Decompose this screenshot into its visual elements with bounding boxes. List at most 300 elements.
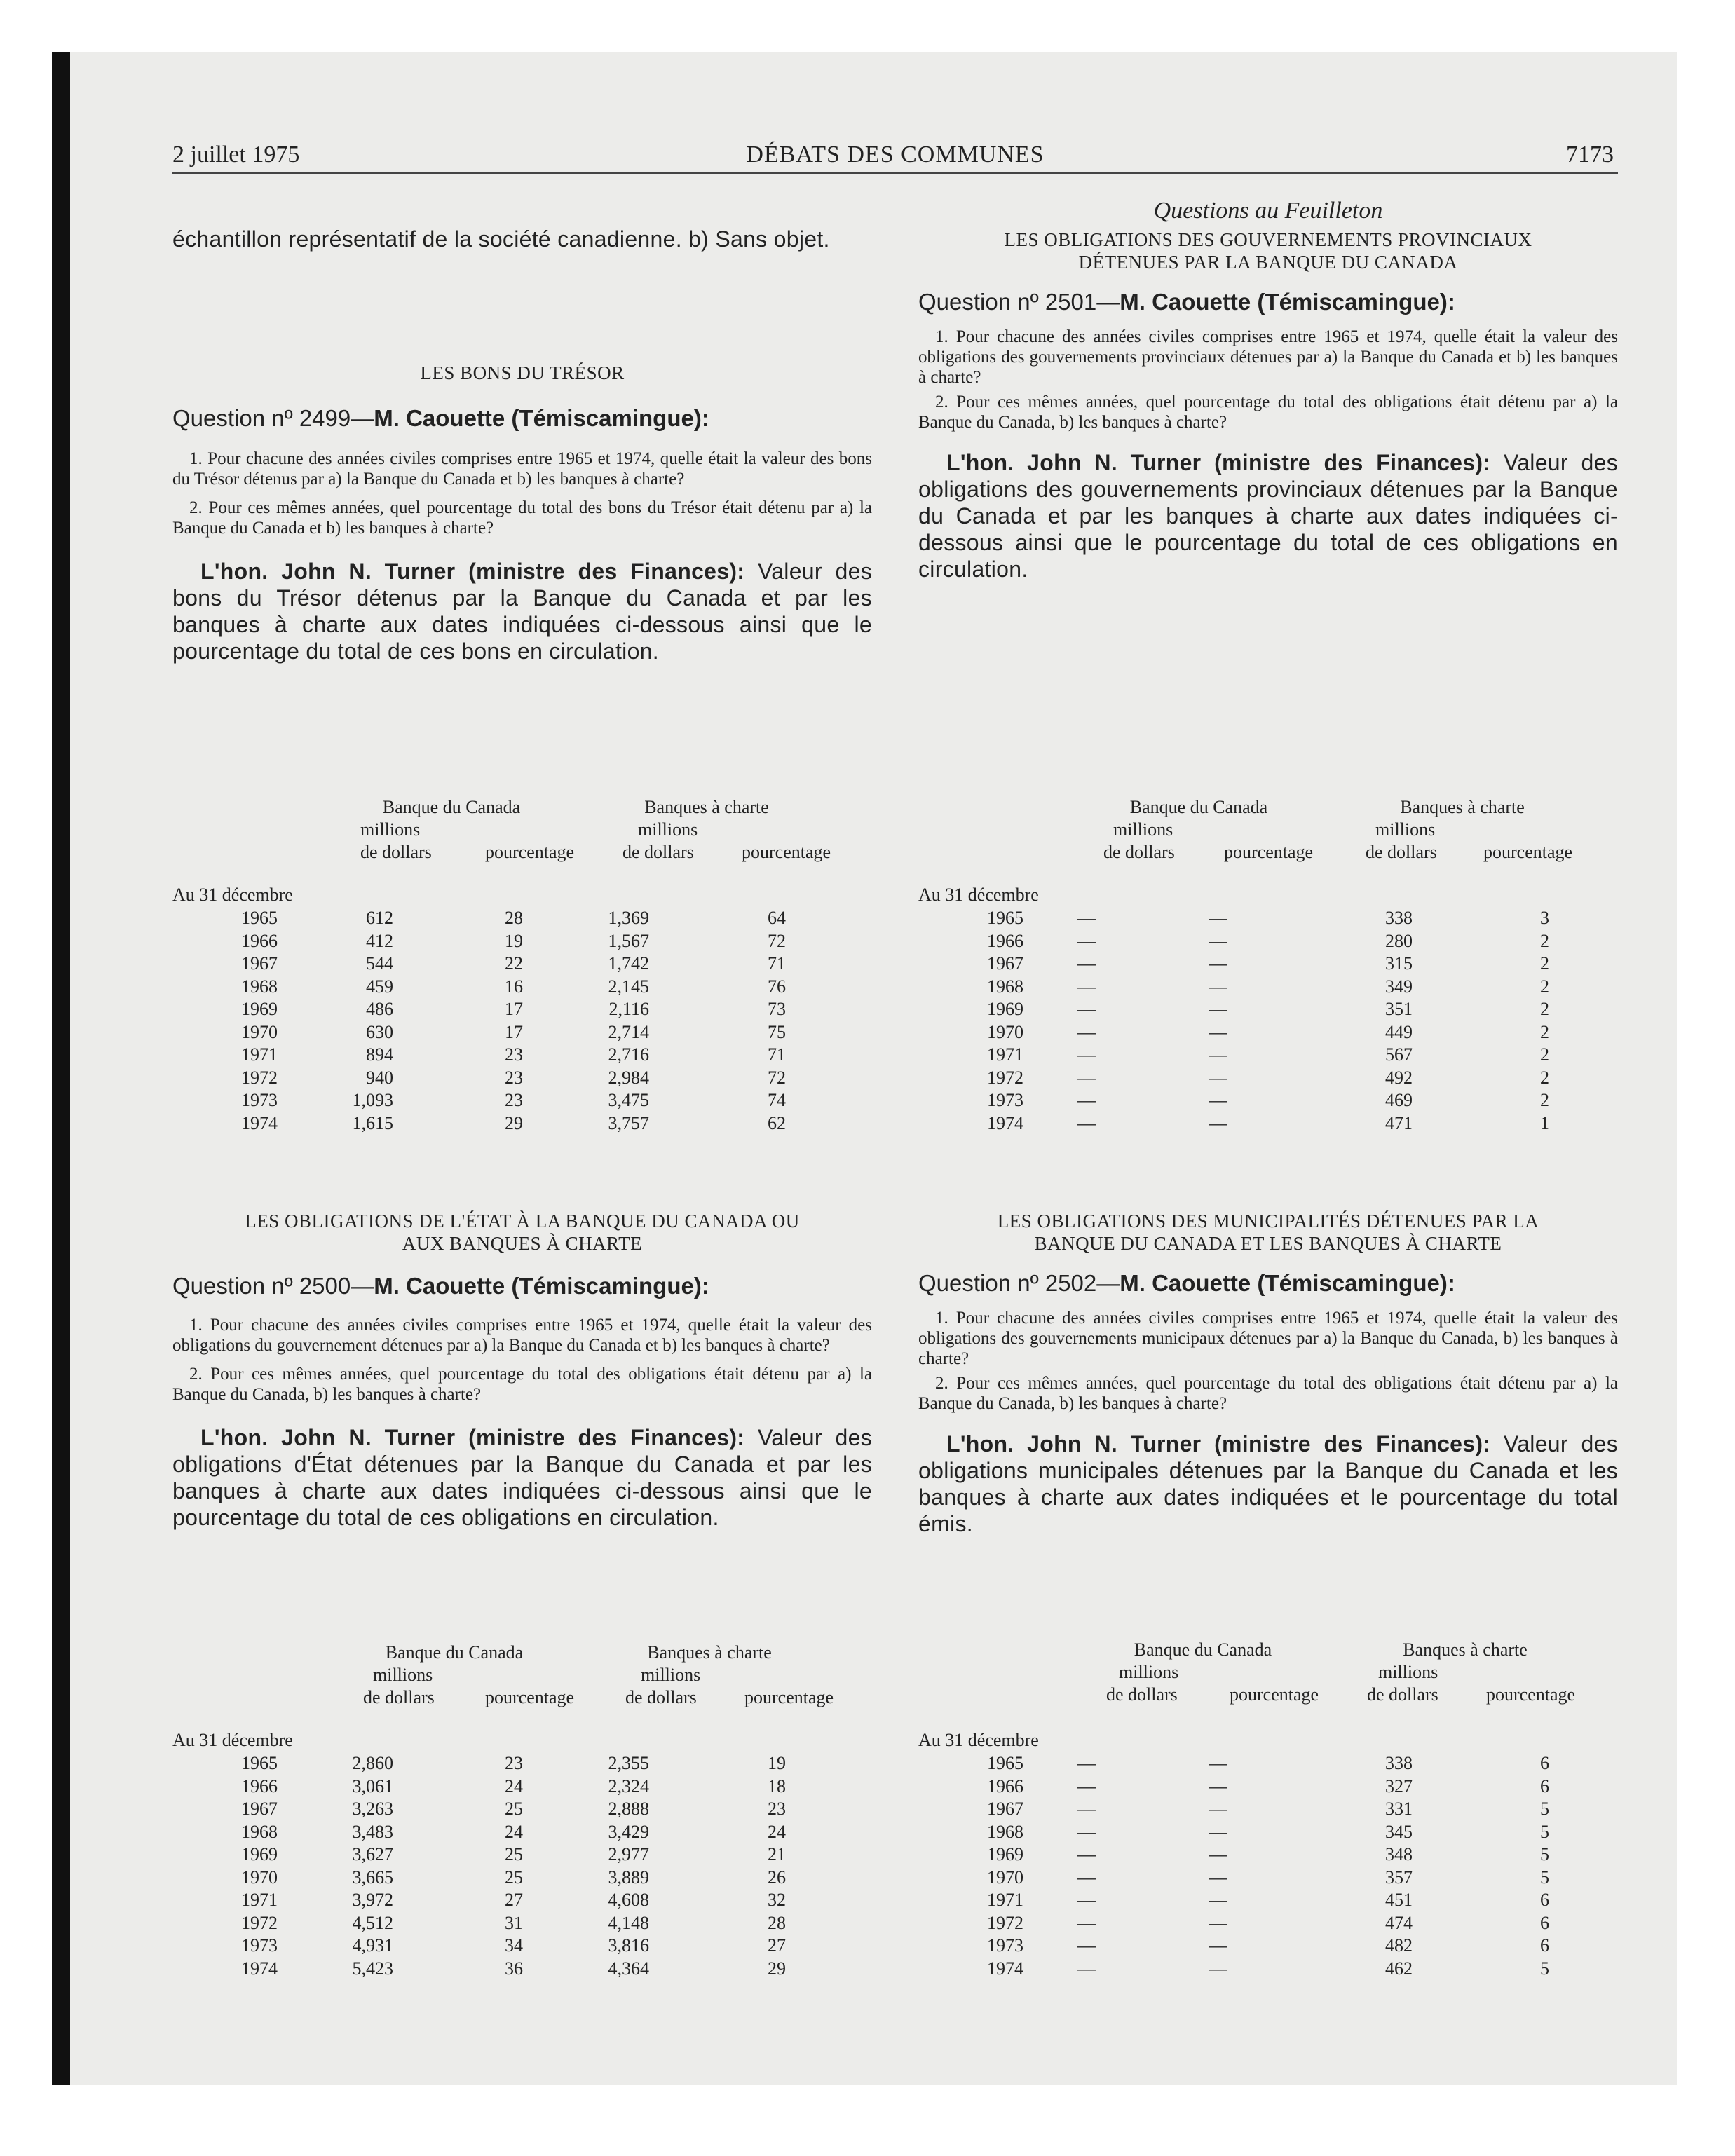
table-row <box>918 1958 1549 1981</box>
bank-canada-value-cell: — <box>1077 1775 1096 1796</box>
bank-canada-value-cell: 3,263 <box>352 1799 393 1820</box>
as-of-label: Au 31 décembre <box>172 885 293 905</box>
table-row <box>172 1912 786 1935</box>
table-row <box>918 998 1549 1021</box>
chartered-percent-cell: 2 <box>1540 999 1549 1020</box>
year-cell: 1973 <box>987 1090 1023 1111</box>
bank-canada-percent-cell: — <box>1209 908 1227 929</box>
col-group-bank-canada: Banque du Canada <box>1129 797 1268 817</box>
table-row <box>172 1775 786 1799</box>
table-row <box>918 1843 1549 1867</box>
answer-text: Valeur des obligations municipales détenues par la Banque du Canada et les banques à charte aux dates indiquées et le pourcentage du total émis. <box>918 1431 1618 1536</box>
table-row <box>172 907 786 930</box>
section-municipal-bonds <box>918 1210 1618 1537</box>
answer-paragraph <box>172 1424 872 1531</box>
col-sub-millions: millions <box>1375 819 1436 840</box>
chartered-percent-cell: 24 <box>768 1821 786 1842</box>
year-cell: 1968 <box>241 976 278 997</box>
bank-canada-value-cell: — <box>1077 1067 1096 1088</box>
data-table <box>918 907 1549 1135</box>
col-sub-millions: millions <box>638 819 698 840</box>
question-item-1: 1. Pour chacune des années civiles comprises entre 1965 et 1974, quelle était la valeur des obligations des gouvernements provinciaux détenues par a) la Banque du Canada et b) les banques à charte? <box>918 327 1618 387</box>
table-row <box>918 1044 1549 1067</box>
bank-canada-percent-cell: 25 <box>505 1844 523 1865</box>
bank-canada-value-cell: — <box>1077 1958 1096 1979</box>
intro-paragraph: échantillon représentatif de la société canadienne. b) Sans objet. <box>172 226 830 252</box>
bank-canada-percent-cell: 23 <box>505 1067 523 1088</box>
table-row <box>918 1112 1549 1135</box>
section-heading-line-2: AUX BANQUES À CHARTE <box>402 1233 643 1254</box>
question-item-2: 2. Pour ces mêmes années, quel pourcentage du total des obligations était détenu par a) la Banque du Canada, b) les banques à charte? <box>172 1365 872 1404</box>
chartered-percent-cell: 6 <box>1540 1935 1549 1956</box>
col-sub-dollars: de dollars <box>1367 1684 1438 1705</box>
year-cell: 1967 <box>987 1799 1023 1820</box>
chartered-value-cell: 3,475 <box>608 1090 649 1111</box>
table-provincial-bonds <box>918 796 1619 1161</box>
question-line <box>918 1270 1618 1297</box>
bank-canada-value-cell: — <box>1077 1912 1096 1933</box>
chartered-value-cell: 327 <box>1385 1775 1413 1796</box>
bank-canada-value-cell: 630 <box>366 1021 393 1042</box>
col-sub-dollars: de dollars <box>1106 1684 1178 1705</box>
bank-canada-percent-cell: 22 <box>505 953 523 974</box>
chartered-value-cell: 357 <box>1385 1867 1413 1888</box>
bank-canada-value-cell: 1,615 <box>352 1112 393 1133</box>
table-row <box>172 976 786 999</box>
bank-canada-percent-cell: — <box>1209 1912 1227 1933</box>
answer-paragraph <box>918 449 1618 582</box>
bank-canada-percent-cell: 23 <box>505 1044 523 1065</box>
as-of-label: Au 31 décembre <box>172 1730 293 1750</box>
section-heading: LES BONS DU TRÉSOR <box>420 362 625 383</box>
chartered-value-cell: 3,429 <box>608 1821 649 1842</box>
col-group-chartered: Banques à charte <box>1403 1639 1528 1660</box>
year-cell: 1972 <box>987 1912 1023 1933</box>
as-of-label: Au 31 décembre <box>918 1730 1039 1750</box>
table-row <box>918 1912 1549 1935</box>
bank-canada-percent-cell: — <box>1209 1112 1227 1133</box>
col-sub-dollars: de dollars <box>360 842 432 862</box>
chartered-percent-cell: 6 <box>1540 1753 1549 1774</box>
year-cell: 1972 <box>987 1067 1023 1088</box>
year-cell: 1973 <box>241 1935 278 1956</box>
chartered-percent-cell: 72 <box>768 930 786 951</box>
chartered-value-cell: 338 <box>1385 1753 1413 1774</box>
bank-canada-value-cell: 4,512 <box>352 1912 393 1933</box>
chartered-value-cell: 2,984 <box>608 1067 649 1088</box>
bank-canada-percent-cell: 29 <box>505 1112 523 1133</box>
chartered-percent-cell: 23 <box>768 1799 786 1820</box>
bank-canada-percent-cell: 23 <box>505 1090 523 1111</box>
bank-canada-percent-cell: — <box>1209 1067 1227 1088</box>
chartered-value-cell: 1,567 <box>608 930 649 951</box>
bank-canada-value-cell: 4,931 <box>352 1935 393 1956</box>
chartered-percent-cell: 2 <box>1540 976 1549 997</box>
chartered-value-cell: 474 <box>1385 1912 1413 1933</box>
chartered-percent-cell: 1 <box>1540 1112 1549 1133</box>
year-cell: 1974 <box>241 1958 278 1979</box>
chartered-value-cell: 469 <box>1385 1090 1413 1111</box>
bank-canada-value-cell: 2,860 <box>352 1753 393 1774</box>
year-cell: 1971 <box>241 1890 278 1911</box>
col-group-chartered: Banques à charte <box>644 797 769 817</box>
col-sub-millions: millions <box>1378 1662 1438 1682</box>
chartered-value-cell: 2,716 <box>608 1044 649 1065</box>
year-cell: 1969 <box>241 1844 278 1865</box>
chartered-value-cell: 349 <box>1385 976 1413 997</box>
chartered-percent-cell: 27 <box>768 1935 786 1956</box>
chartered-value-cell: 4,148 <box>608 1912 649 1933</box>
chartered-value-cell: 462 <box>1385 1958 1413 1979</box>
section-heading-line-1: LES OBLIGATIONS DES GOUVERNEMENTS PROVINCIAUX <box>1004 229 1532 250</box>
year-cell: 1968 <box>987 976 1023 997</box>
chartered-percent-cell: 5 <box>1540 1821 1549 1842</box>
question-number: Question nº 2500— <box>172 1273 374 1299</box>
chartered-percent-cell: 19 <box>768 1753 786 1774</box>
table-municipal-bonds <box>918 1639 1619 2003</box>
question-number: Question nº 2499— <box>172 405 374 431</box>
question-author: M. Caouette (Témiscamingue): <box>1120 289 1455 315</box>
bank-canada-percent-cell: — <box>1209 953 1227 974</box>
chartered-value-cell: 3,889 <box>608 1867 649 1888</box>
bank-canada-value-cell: — <box>1077 930 1096 951</box>
chartered-value-cell: 2,977 <box>608 1844 649 1865</box>
bank-canada-value-cell: — <box>1077 1090 1096 1111</box>
chartered-percent-cell: 6 <box>1540 1890 1549 1911</box>
section-heading-line-2: DÉTENUES PAR LA BANQUE DU CANADA <box>1078 252 1458 273</box>
bank-canada-percent-cell: 25 <box>505 1867 523 1888</box>
bank-canada-percent-cell: — <box>1209 999 1227 1020</box>
col-group-chartered: Banques à charte <box>647 1642 772 1663</box>
chartered-value-cell: 4,364 <box>608 1958 649 1979</box>
answer-text: Valeur des obligations des gouvernements provinciaux détenues par la Banque du Canada et par les banques à charte aux dates indiquées ci-dessous ainsi que le pourcentage du total de ces obligations en circulation. <box>918 450 1618 582</box>
table-row <box>918 907 1549 930</box>
bank-canada-percent-cell: 17 <box>505 1021 523 1042</box>
col-sub-percent: pourcentage <box>485 842 575 862</box>
year-cell: 1971 <box>987 1044 1023 1065</box>
chartered-value-cell: 471 <box>1385 1112 1413 1133</box>
col-group-bank-canada: Banque du Canada <box>1134 1639 1272 1660</box>
chartered-value-cell: 4,608 <box>608 1890 649 1911</box>
bank-canada-value-cell: — <box>1077 1935 1096 1956</box>
year-cell: 1970 <box>987 1867 1023 1888</box>
bank-canada-value-cell: — <box>1077 908 1096 929</box>
chartered-value-cell: 2,116 <box>608 999 649 1020</box>
table-row <box>172 1798 786 1821</box>
chartered-value-cell: 492 <box>1385 1067 1413 1088</box>
bank-canada-percent-cell: 27 <box>505 1890 523 1911</box>
bank-canada-value-cell: 3,483 <box>352 1821 393 1842</box>
chartered-percent-cell: 32 <box>768 1890 786 1911</box>
chartered-percent-cell: 72 <box>768 1067 786 1088</box>
table-row <box>172 1935 786 1958</box>
question-item-1: 1. Pour chacune des années civiles comprises entre 1965 et 1974, quelle était la valeur des obligations des gouvernements municipaux détenues par a) la Banque du Canada, b) les banques à charte? <box>918 1309 1618 1368</box>
col-sub-dollars: de dollars <box>625 1687 697 1707</box>
year-cell: 1969 <box>987 999 1023 1020</box>
table-row <box>172 1112 786 1135</box>
chartered-value-cell: 315 <box>1385 953 1413 974</box>
chartered-percent-cell: 74 <box>768 1090 786 1111</box>
data-table <box>172 907 786 1135</box>
bank-canada-value-cell: 612 <box>366 908 393 929</box>
table-row <box>172 953 786 976</box>
bank-canada-value-cell: — <box>1077 999 1096 1020</box>
year-cell: 1965 <box>987 1753 1023 1774</box>
page-header <box>172 139 1618 174</box>
col-sub-millions: millions <box>1119 1662 1179 1682</box>
bank-canada-percent-cell: — <box>1209 1958 1227 1979</box>
bank-canada-percent-cell: — <box>1209 1867 1227 1888</box>
chartered-value-cell: 451 <box>1385 1890 1413 1911</box>
bank-canada-value-cell: 459 <box>366 976 393 997</box>
bank-canada-value-cell: — <box>1077 1044 1096 1065</box>
bank-canada-value-cell: 3,627 <box>352 1844 393 1865</box>
table-row <box>918 1935 1549 1958</box>
question-line <box>172 1273 872 1299</box>
chartered-percent-cell: 2 <box>1540 1090 1549 1111</box>
bank-canada-value-cell: — <box>1077 1753 1096 1774</box>
chartered-percent-cell: 3 <box>1540 908 1549 929</box>
bank-canada-percent-cell: 23 <box>505 1753 523 1774</box>
table-row <box>918 930 1549 953</box>
year-cell: 1968 <box>987 1821 1023 1842</box>
bank-canada-value-cell: 3,665 <box>352 1867 393 1888</box>
question-item-2: 2. Pour ces mêmes années, quel pourcentage du total des bons du Trésor était détenu par a) la Banque du Canada et b) les banques à charte? <box>172 498 872 538</box>
chartered-value-cell: 338 <box>1385 908 1413 929</box>
table-treasury-bills <box>172 796 873 1161</box>
col-sub-dollars: de dollars <box>622 842 694 862</box>
table-row <box>172 1821 786 1844</box>
bank-canada-percent-cell: — <box>1209 1090 1227 1111</box>
bank-canada-value-cell: 1,093 <box>352 1090 393 1111</box>
year-cell: 1974 <box>987 1112 1023 1133</box>
year-cell: 1969 <box>987 1844 1023 1865</box>
chartered-value-cell: 331 <box>1385 1799 1413 1820</box>
chartered-percent-cell: 71 <box>768 953 786 974</box>
bank-canada-percent-cell: — <box>1209 1821 1227 1842</box>
running-heading: Questions au Feuilleton <box>1153 198 1383 224</box>
table-row <box>172 1067 786 1090</box>
bank-canada-value-cell: — <box>1077 953 1096 974</box>
question-line <box>172 405 872 432</box>
answer-text: Valeur des obligations d'État détenues par la Banque du Canada et par les banques à charte aux dates indiquées ci-dessous ainsi que le pourcentage du total de ces obligations en circulation. <box>172 1425 872 1530</box>
col-sub-percent: pourcentage <box>1483 842 1573 862</box>
table-row <box>918 1752 1549 1775</box>
year-cell: 1967 <box>241 953 278 974</box>
table-row <box>172 1021 786 1044</box>
col-sub-dollars: de dollars <box>1103 842 1175 862</box>
chartered-percent-cell: 2 <box>1540 930 1549 951</box>
bank-canada-percent-cell: — <box>1209 1021 1227 1042</box>
bank-canada-value-cell: 486 <box>366 999 393 1020</box>
year-cell: 1969 <box>241 999 278 1020</box>
bank-canada-percent-cell: — <box>1209 1890 1227 1911</box>
chartered-value-cell: 1,369 <box>608 908 649 929</box>
chartered-percent-cell: 6 <box>1540 1912 1549 1933</box>
header-page-number: 7173 <box>1566 142 1614 168</box>
chartered-value-cell: 2,324 <box>608 1775 649 1796</box>
bank-canada-percent-cell: 19 <box>505 930 523 951</box>
bank-canada-value-cell: 3,061 <box>352 1775 393 1796</box>
chartered-value-cell: 348 <box>1385 1844 1413 1865</box>
scan-binding-edge <box>52 52 70 2085</box>
speaker-name: L'hon. John N. Turner (ministre des Finances): <box>200 1425 745 1450</box>
chartered-percent-cell: 76 <box>768 976 786 997</box>
chartered-value-cell: 280 <box>1385 930 1413 951</box>
chartered-percent-cell: 5 <box>1540 1958 1549 1979</box>
year-cell: 1971 <box>241 1044 278 1065</box>
bank-canada-percent-cell: 16 <box>505 976 523 997</box>
chartered-value-cell: 351 <box>1385 999 1413 1020</box>
bank-canada-value-cell: — <box>1077 1799 1096 1820</box>
year-cell: 1971 <box>987 1890 1023 1911</box>
chartered-percent-cell: 21 <box>768 1844 786 1865</box>
chartered-value-cell: 2,714 <box>608 1021 649 1042</box>
year-cell: 1974 <box>241 1112 278 1133</box>
question-author: M. Caouette (Témiscamingue): <box>374 1273 709 1299</box>
table-row <box>918 1067 1549 1090</box>
table-row <box>172 1889 786 1912</box>
table-row <box>918 1775 1549 1799</box>
bank-canada-percent-cell: — <box>1209 1935 1227 1956</box>
chartered-percent-cell: 62 <box>768 1112 786 1133</box>
chartered-value-cell: 3,816 <box>608 1935 649 1956</box>
chartered-percent-cell: 73 <box>768 999 786 1020</box>
year-cell: 1965 <box>241 908 278 929</box>
year-cell: 1967 <box>241 1799 278 1820</box>
bank-canada-percent-cell: 34 <box>505 1935 523 1956</box>
chartered-value-cell: 449 <box>1385 1021 1413 1042</box>
col-sub-percent: pourcentage <box>1224 842 1314 862</box>
bank-canada-percent-cell: 24 <box>505 1775 523 1796</box>
as-of-label: Au 31 décembre <box>918 885 1039 905</box>
bank-canada-value-cell: 3,972 <box>352 1890 393 1911</box>
bank-canada-percent-cell: 31 <box>505 1912 523 1933</box>
bank-canada-percent-cell: — <box>1209 1799 1227 1820</box>
bank-canada-value-cell: 894 <box>366 1044 393 1065</box>
answer-text: Valeur des bons du Trésor détenus par la Banque du Canada et par les banques à charte aux dates indiquées ci-dessous ainsi que le pourcentage du total de ces bons en circulation. <box>172 559 872 664</box>
answer-paragraph <box>918 1431 1618 1537</box>
bank-canada-percent-cell: 28 <box>505 908 523 929</box>
year-cell: 1970 <box>241 1867 278 1888</box>
data-table <box>918 1752 1549 1980</box>
year-cell: 1970 <box>987 1021 1023 1042</box>
bank-canada-value-cell: — <box>1077 1890 1096 1911</box>
header-title: DÉBATS DES COMMUNES <box>746 142 1045 168</box>
chartered-percent-cell: 2 <box>1540 1044 1549 1065</box>
question-number: Question nº 2501— <box>918 289 1120 315</box>
chartered-value-cell: 345 <box>1385 1821 1413 1842</box>
table-row <box>172 1089 786 1112</box>
chartered-value-cell: 3,757 <box>608 1112 649 1133</box>
table-row <box>918 1889 1549 1912</box>
year-cell: 1968 <box>241 1821 278 1842</box>
chartered-value-cell: 567 <box>1385 1044 1413 1065</box>
bank-canada-value-cell: — <box>1077 1844 1096 1865</box>
chartered-percent-cell: 2 <box>1540 953 1549 974</box>
year-cell: 1974 <box>987 1958 1023 1979</box>
col-sub-percent: pourcentage <box>742 842 831 862</box>
table-row <box>172 1044 786 1067</box>
speaker-name: L'hon. John N. Turner (ministre des Finances): <box>200 559 745 584</box>
col-sub-millions: millions <box>373 1665 433 1685</box>
chartered-percent-cell: 29 <box>768 1958 786 1979</box>
question-item-1: 1. Pour chacune des années civiles comprises entre 1965 et 1974, quelle était la valeur des bons du Trésor détenus par a) la Banque du Canada et b) les banques à charte? <box>172 449 872 489</box>
table-row <box>172 1867 786 1890</box>
chartered-value-cell: 482 <box>1385 1935 1413 1956</box>
year-cell: 1966 <box>987 1775 1023 1796</box>
col-group-bank-canada: Banque du Canada <box>385 1642 524 1663</box>
bank-canada-value-cell: — <box>1077 1867 1096 1888</box>
year-cell: 1967 <box>987 953 1023 974</box>
chartered-percent-cell: 2 <box>1540 1021 1549 1042</box>
speaker-name: L'hon. John N. Turner (ministre des Finances): <box>946 1431 1491 1456</box>
table-row <box>172 1752 786 1775</box>
section-heading-line-2: BANQUE DU CANADA ET LES BANQUES À CHARTE <box>1034 1233 1502 1254</box>
col-sub-dollars: de dollars <box>1366 842 1437 862</box>
col-sub-percent: pourcentage <box>485 1687 575 1707</box>
col-sub-dollars: de dollars <box>363 1687 435 1707</box>
col-sub-millions: millions <box>1113 819 1173 840</box>
table-row <box>172 930 786 953</box>
bank-canada-percent-cell: — <box>1209 1044 1227 1065</box>
chartered-percent-cell: 28 <box>768 1912 786 1933</box>
question-item-1: 1. Pour chacune des années civiles comprises entre 1965 et 1974, quelle était la valeur des obligations du gouvernement détenues par a) la Banque du Canada et b) les banques à charte? <box>172 1316 872 1355</box>
chartered-percent-cell: 5 <box>1540 1844 1549 1865</box>
section-heading-line-1: LES OBLIGATIONS DE L'ÉTAT À LA BANQUE DU CANADA OU <box>245 1210 800 1231</box>
table-row <box>918 1089 1549 1112</box>
bank-canada-value-cell: 412 <box>366 930 393 951</box>
col-sub-millions: millions <box>641 1665 701 1685</box>
bank-canada-percent-cell: 17 <box>505 999 523 1020</box>
chartered-percent-cell: 75 <box>768 1021 786 1042</box>
question-author: M. Caouette (Témiscamingue): <box>374 405 709 431</box>
chartered-percent-cell: 71 <box>768 1044 786 1065</box>
section-provincial-bonds <box>918 198 1618 582</box>
table-row <box>172 1958 786 1981</box>
section-treasury-bills <box>172 362 872 664</box>
table-row <box>918 1021 1549 1044</box>
bank-canada-value-cell: 5,423 <box>352 1958 393 1979</box>
table-row <box>918 976 1549 999</box>
table-row <box>918 1867 1549 1890</box>
bank-canada-value-cell: 544 <box>366 953 393 974</box>
bank-canada-percent-cell: — <box>1209 930 1227 951</box>
question-item-2: 2. Pour ces mêmes années, quel pourcentage du total des obligations était détenu par a) la Banque du Canada, b) les banques à charte? <box>918 393 1618 432</box>
table-government-bonds <box>172 1642 873 2006</box>
question-line <box>918 289 1618 315</box>
answer-paragraph <box>172 558 872 664</box>
bank-canada-percent-cell: — <box>1209 1753 1227 1774</box>
col-sub-millions: millions <box>360 819 421 840</box>
chartered-percent-cell: 18 <box>768 1775 786 1796</box>
year-cell: 1972 <box>241 1912 278 1933</box>
chartered-value-cell: 2,355 <box>608 1753 649 1774</box>
bank-canada-value-cell: — <box>1077 1021 1096 1042</box>
col-sub-percent: pourcentage <box>744 1687 834 1707</box>
table-row <box>918 1798 1549 1821</box>
col-sub-percent: pourcentage <box>1230 1684 1319 1705</box>
chartered-value-cell: 2,888 <box>608 1799 649 1820</box>
year-cell: 1970 <box>241 1021 278 1042</box>
chartered-percent-cell: 64 <box>768 908 786 929</box>
speaker-name: L'hon. John N. Turner (ministre des Finances): <box>946 450 1491 475</box>
bank-canada-percent-cell: — <box>1209 1775 1227 1796</box>
question-item-2: 2. Pour ces mêmes années, quel pourcentage du total des obligations était détenu par a) la Banque du Canada, b) les banques à charte? <box>918 1374 1618 1413</box>
bank-canada-value-cell: — <box>1077 976 1096 997</box>
bank-canada-percent-cell: — <box>1209 1844 1227 1865</box>
bank-canada-percent-cell: 25 <box>505 1799 523 1820</box>
